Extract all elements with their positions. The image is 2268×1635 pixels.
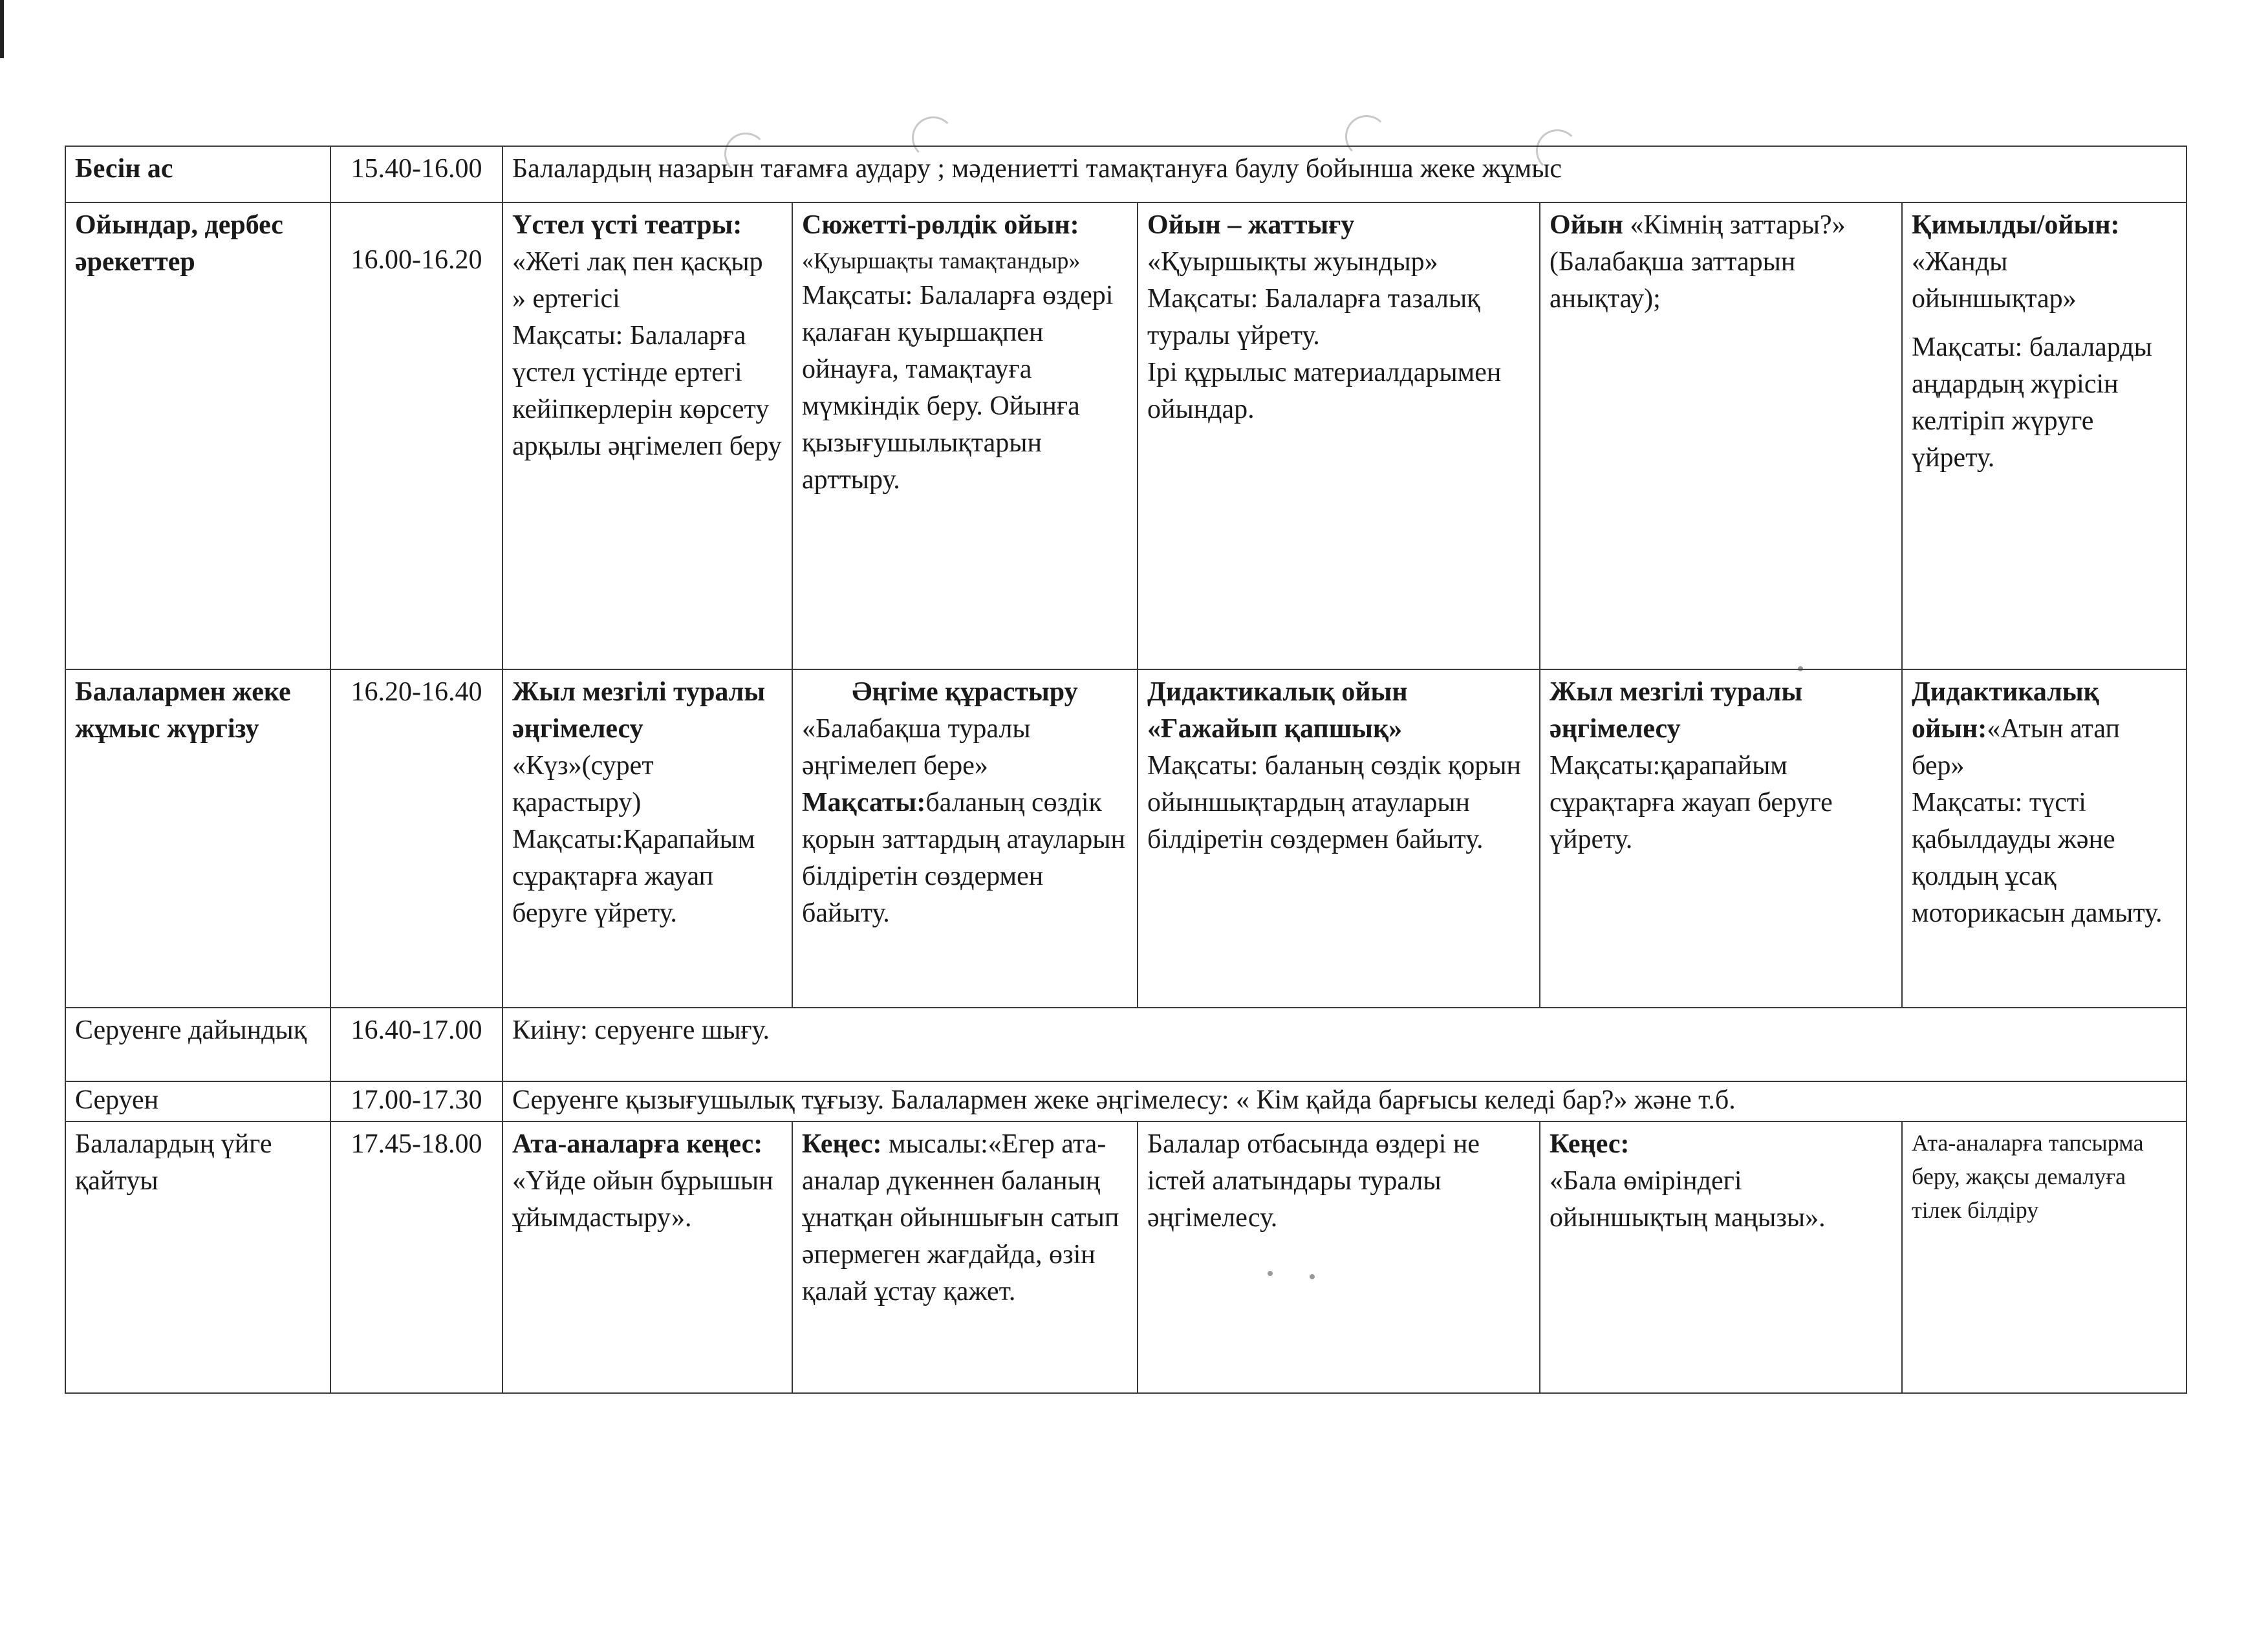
row-individual-work	[65, 669, 2187, 1008]
activity-cell	[65, 1081, 330, 1121]
cell-text: Мақсаты: түсті қабылдауды және қолдың ұсақ моторикасын дамыту.	[1912, 788, 2163, 928]
daily-plan-table	[65, 146, 2187, 1394]
cell-text: «Күз»(сурет қарастыру)	[512, 751, 654, 817]
cell-text: «Кімнің заттары?» (Балабақша заттарын анықтау);	[1550, 210, 1846, 314]
cell-title: Дидактикалық ойын:	[1912, 677, 2099, 744]
cell-title: Кеңес:	[1550, 1129, 1630, 1159]
time-cell	[330, 669, 502, 1008]
cell-text: «Балабақша туралы әңгімелеп бере»	[802, 714, 1031, 781]
time-label: 15.40-16.00	[351, 154, 482, 184]
activity-label: Балалардың үйге қайтуы	[75, 1129, 272, 1196]
activity-cell	[65, 146, 330, 202]
cell-text: Ірі құрылыс материалдарымен ойындар.	[1147, 358, 1502, 424]
activity-detail-cell	[1540, 1121, 1902, 1393]
cell-title: Үстел үсті театры:	[512, 210, 742, 240]
cell-text: Мақсаты: баланың сөздік қорын ойыншықтардың атауларын білдіретін сөздермен байыту.	[1147, 751, 1522, 854]
activity-cell	[65, 669, 330, 1008]
cell-text: Мақсаты: балаларды аңдардың жүрісін келтіріп жүруге үйрету.	[1912, 332, 2152, 473]
cell-title: Ойын	[1550, 210, 1623, 240]
cell-title: Кеңес:	[802, 1129, 882, 1159]
time-cell	[330, 1008, 502, 1081]
description-text: Балалардың назарын тағамға аудару ; мәдениетті тамақтануға баулу бойынша жеке жұмыс	[512, 154, 1562, 184]
cell-title: Жыл мезгілі туралы әңгімелесу	[1550, 677, 1803, 744]
cell-text: Балалар отбасында өздері не істей алатындары туралы әңгімелесу.	[1147, 1129, 1480, 1233]
cell-title: Жыл мезгілі туралы әңгімелесу	[512, 677, 766, 744]
cell-title: Сюжетті-рөлдік ойын:	[802, 210, 1079, 240]
time-label: 16.20-16.40	[351, 677, 482, 707]
cell-text: «Бала өміріндегі ойыншықтың маңызы».	[1550, 1166, 1826, 1233]
activity-detail-cell	[1902, 1121, 2187, 1393]
cell-text: мысалы:«Егер ата-аналар дүкеннен баланың ұнатқан ойыншығын сатып әпермеген жағдайда, өзін қалай ұстау қажет.	[802, 1129, 1119, 1306]
cell-label: Мақсаты:	[802, 788, 926, 817]
activity-detail-cell	[1138, 1121, 1540, 1393]
activity-detail-cell	[792, 1121, 1138, 1393]
row-walk-preparation	[65, 1008, 2187, 1081]
cell-title: Ата-аналарға кеңес:	[512, 1129, 763, 1159]
time-cell	[330, 146, 502, 202]
cell-title: Ойын – жаттығу	[1147, 210, 1355, 240]
time-cell	[330, 1081, 502, 1121]
activity-detail-cell	[1902, 202, 2187, 669]
description-text: Серуенге қызығушылық тұғызу. Балалармен жеке әңгімелесу: « Кім қайда барғысы келеді бар?» және т.б.	[512, 1085, 1736, 1115]
activity-label: Серуенге дайындық	[75, 1015, 307, 1045]
scan-edge-mark	[0, 0, 4, 58]
row-walk	[65, 1081, 2187, 1121]
activity-detail-cell	[502, 1121, 792, 1393]
description-cell	[502, 146, 2187, 202]
cell-text: «Үйде ойын бұрышын ұйымдастыру».	[512, 1166, 773, 1233]
activity-label: Ойындар, дербес әрекеттер	[75, 210, 283, 277]
time-label: 17.45-18.00	[351, 1129, 482, 1159]
activity-cell	[65, 1121, 330, 1393]
cell-text: Мақсаты: Балаларға өздері қалаған қуыршақпен ойнауға, тамақтауға мүмкіндік беру. Ойынға қызығушылықтарын арттыру.	[802, 281, 1114, 495]
cell-small-text: «Қуыршақты тамақтандыр»	[802, 248, 1081, 274]
cell-text: баланың сөздік қорын заттардың атауларын білдіретін сөздермен байыту.	[802, 788, 1126, 928]
time-label: 16.00-16.20	[351, 245, 482, 275]
activity-detail-cell	[1138, 202, 1540, 669]
activity-label: Бесін ас	[75, 154, 173, 184]
row-going-home	[65, 1121, 2187, 1393]
cell-text: Мақсаты:қарапайым сұрақтарға жауап беруге үйрету.	[1550, 751, 1833, 854]
activity-detail-cell	[502, 669, 792, 1008]
activity-detail-cell	[1540, 669, 1902, 1008]
cell-text: «Жеті лақ пен қасқыр » ертегісі	[512, 247, 763, 314]
description-cell	[502, 1008, 2187, 1081]
cell-text: «Атын атап бер»	[1912, 714, 2120, 781]
activity-detail-cell	[792, 202, 1138, 669]
description-text: Киіну: серуенге шығу.	[512, 1015, 770, 1045]
activity-detail-cell	[1138, 669, 1540, 1008]
activity-detail-cell	[1902, 669, 2187, 1008]
cell-text: Мақсаты: Балаларға үстел үстінде ертегі кейіпкерлерін көрсету арқылы әңгімелеп беру	[512, 321, 782, 461]
activity-label: Балалармен жеке жұмыс жүргізу	[75, 677, 291, 744]
activity-label: Серуен	[75, 1085, 159, 1115]
time-label: 17.00-17.30	[351, 1085, 482, 1115]
activity-detail-cell	[502, 202, 792, 669]
activity-detail-cell	[792, 669, 1138, 1008]
row-afternoon-snack	[65, 146, 2187, 202]
cell-small-text: Ата-аналарға тапсырма беру, жақсы демалуға тілек білдіру	[1912, 1130, 2144, 1223]
time-cell	[330, 1121, 502, 1393]
description-cell	[502, 1081, 2187, 1121]
activity-cell	[65, 1008, 330, 1081]
row-games	[65, 202, 2187, 669]
cell-title: Дидактикалық ойын «Ғажайып қапшық»	[1147, 677, 1408, 744]
activity-detail-cell	[1540, 202, 1902, 669]
time-cell	[330, 202, 502, 669]
time-label: 16.40-17.00	[351, 1015, 482, 1045]
cell-title: Қимылды/ойын:	[1912, 210, 2120, 240]
cell-text: «Жанды ойыншықтар»	[1912, 247, 2077, 314]
activity-cell	[65, 202, 330, 669]
spacer	[1912, 318, 2177, 329]
cell-title: Әңгіме құрастыру	[852, 677, 1078, 707]
cell-text: Мақсаты:Қарапайым сұрақтарға жауап беруге үйрету.	[512, 825, 755, 928]
cell-text: Мақсаты: Балаларға тазалық туралы үйрету.	[1147, 284, 1480, 351]
cell-text: «Қуыршықты жуындыр»	[1147, 247, 1438, 277]
